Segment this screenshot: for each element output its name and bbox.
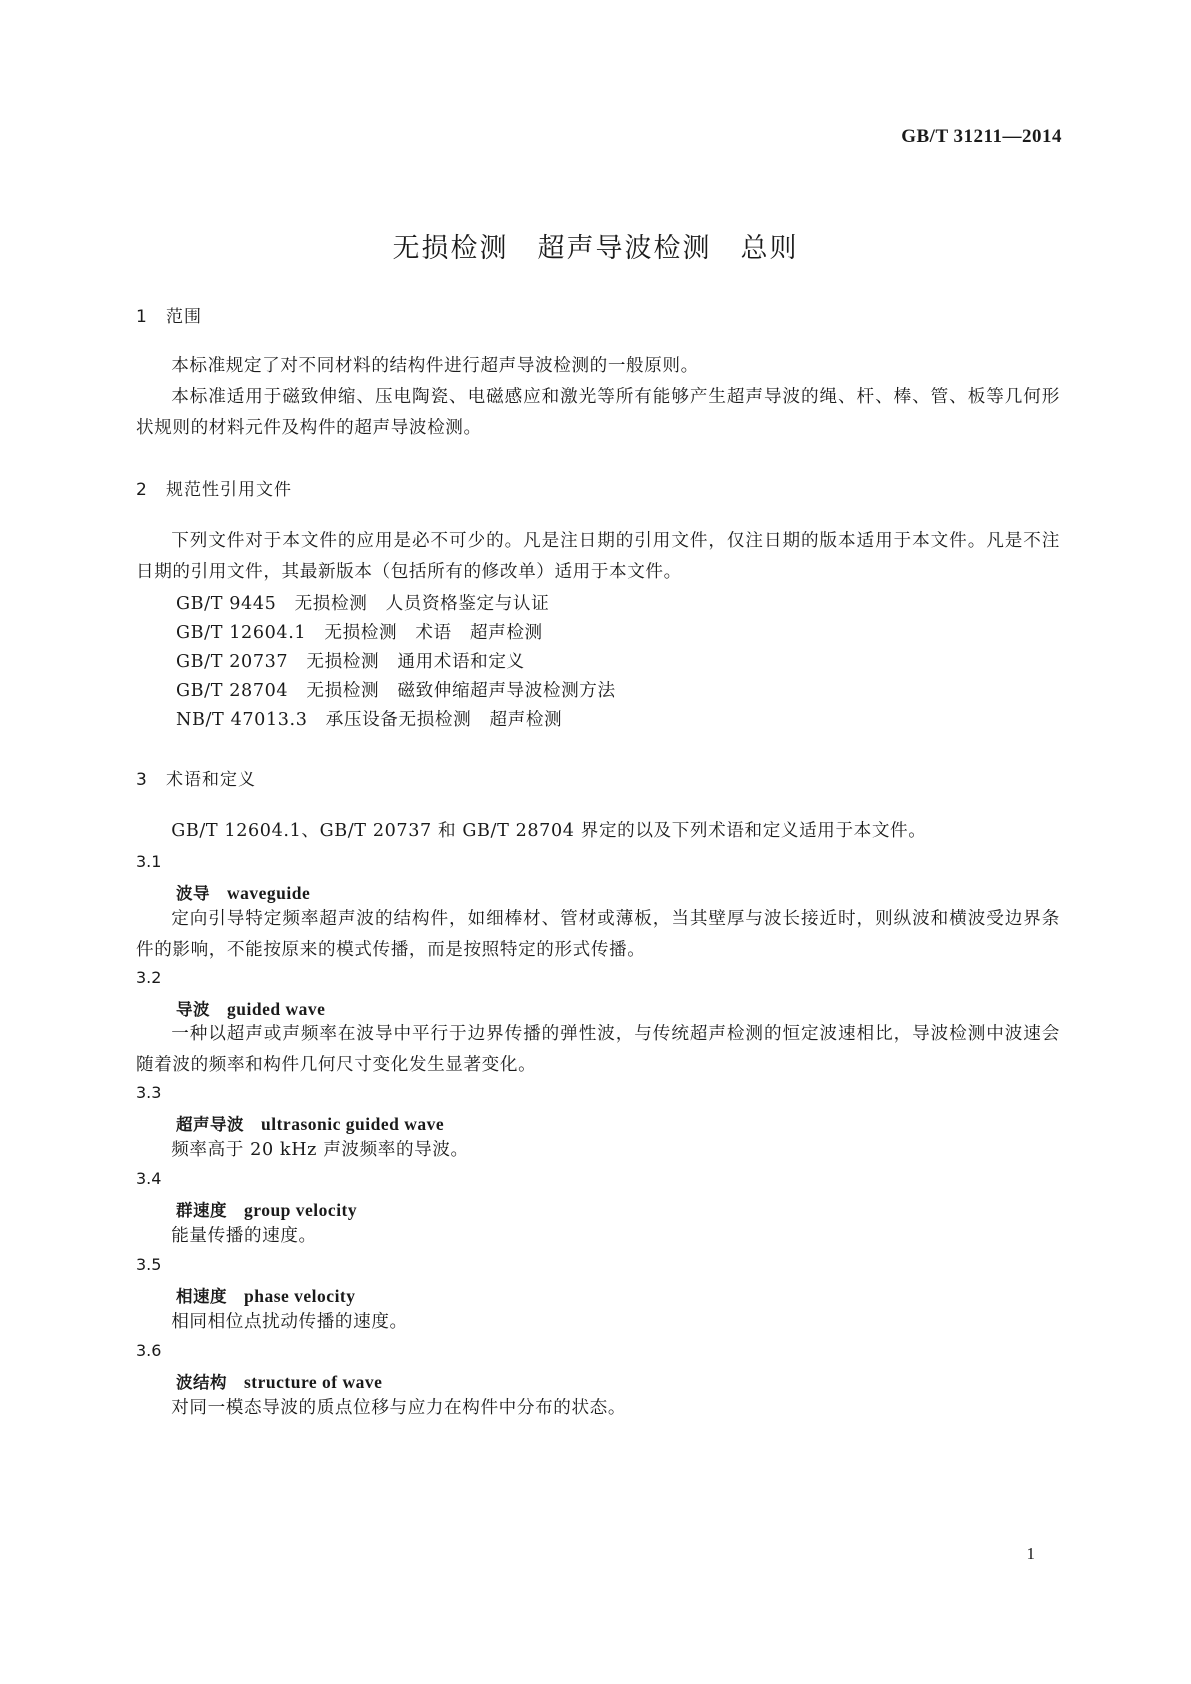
term-name	[176, 1283, 356, 1307]
term-zh: 群速度	[176, 1201, 227, 1220]
term-definition: 一种以超声或声频率在波导中平行于边界传播的弹性波，与传统超声检测的恒定波速相比，导波检测中波速会随着波的频率和构件几何尺寸变化发生显著变化。	[136, 1024, 1060, 1075]
term-en: waveguide	[227, 883, 311, 903]
term-name	[176, 880, 310, 904]
term-zh: 波导	[176, 884, 210, 903]
reference-item: GB/T 28704 无损检测 磁致伸缩超声导波检测方法	[176, 681, 616, 701]
term-en: group velocity	[244, 1200, 358, 1220]
reference-item: NB/T 47013.3 承压设备无损检测 超声检测	[176, 710, 563, 730]
reference-item: GB/T 12604.1 无损检测 术语 超声检测	[176, 623, 543, 643]
term-zh: 相速度	[176, 1287, 227, 1306]
term-en: phase velocity	[244, 1286, 356, 1306]
section-title: 范围	[166, 307, 202, 327]
term-name	[176, 1111, 444, 1135]
term-en: ultrasonic guided wave	[261, 1114, 445, 1134]
term-en: structure of wave	[244, 1372, 383, 1392]
term-definition: 能量传播的速度。	[171, 1226, 317, 1246]
section-3-paragraph-1: GB/T 12604.1、GB/T 20737 和 GB/T 28704 界定的以及下列术语和定义适用于本文件。	[171, 821, 927, 841]
section-1-paragraph-1: 本标准规定了对不同材料的结构件进行超声导波检测的一般原则。	[171, 356, 699, 376]
section-2-paragraph-1: 下列文件对于本文件的应用是必不可少的。凡是注日期的引用文件，仅注日期的版本适用于本文件。凡是不注日期的引用文件，其最新版本（包括所有的修改单）适用于本文件。	[136, 531, 1060, 582]
standard-code: GB/T 31211—2014	[901, 126, 1062, 147]
term-number: 3.4	[136, 1169, 162, 1188]
term-number: 3.1	[136, 852, 162, 871]
section-number: 3	[136, 770, 148, 790]
term-name	[176, 1197, 357, 1221]
term-zh: 超声导波	[176, 1115, 244, 1134]
section-number: 2	[136, 480, 148, 500]
term-definition: 对同一模态导波的质点位移与应力在构件中分布的状态。	[171, 1398, 627, 1418]
section-3-heading	[136, 765, 256, 790]
reference-item: GB/T 9445 无损检测 人员资格鉴定与认证	[176, 594, 550, 614]
term-name	[176, 996, 325, 1020]
section-1-heading	[136, 302, 202, 327]
term-number: 3.6	[136, 1341, 162, 1360]
reference-item: GB/T 20737 无损检测 通用术语和定义	[176, 652, 525, 672]
term-zh: 波结构	[176, 1373, 227, 1392]
term-definition: 定向引导特定频率超声波的结构件，如细棒材、管材或薄板，当其壁厚与波长接近时，则纵波和横波受边界条件的影响，不能按原来的模式传播，而是按照特定的形式传播。	[136, 909, 1060, 960]
section-number: 1	[136, 307, 148, 327]
term-number: 3.2	[136, 968, 162, 987]
term-number: 3.3	[136, 1083, 162, 1102]
document-title: 无损检测 超声导波检测 总则	[392, 233, 799, 264]
section-title: 术语和定义	[166, 770, 256, 790]
section-2-heading	[136, 475, 292, 500]
term-definition: 频率高于 20 kHz 声波频率的导波。	[171, 1140, 469, 1160]
section-title: 规范性引用文件	[166, 480, 292, 500]
term-definition: 相同相位点扰动传播的速度。	[171, 1312, 408, 1332]
term-number: 3.5	[136, 1255, 162, 1274]
term-name	[176, 1369, 382, 1393]
term-zh: 导波	[176, 1000, 210, 1019]
page-number: 1	[1026, 1544, 1035, 1563]
term-en: guided wave	[227, 999, 326, 1019]
section-1-paragraph-2: 本标准适用于磁致伸缩、压电陶瓷、电磁感应和激光等所有能够产生超声导波的绳、杆、棒、管、板等几何形状规则的材料元件及构件的超声导波检测。	[136, 387, 1060, 438]
